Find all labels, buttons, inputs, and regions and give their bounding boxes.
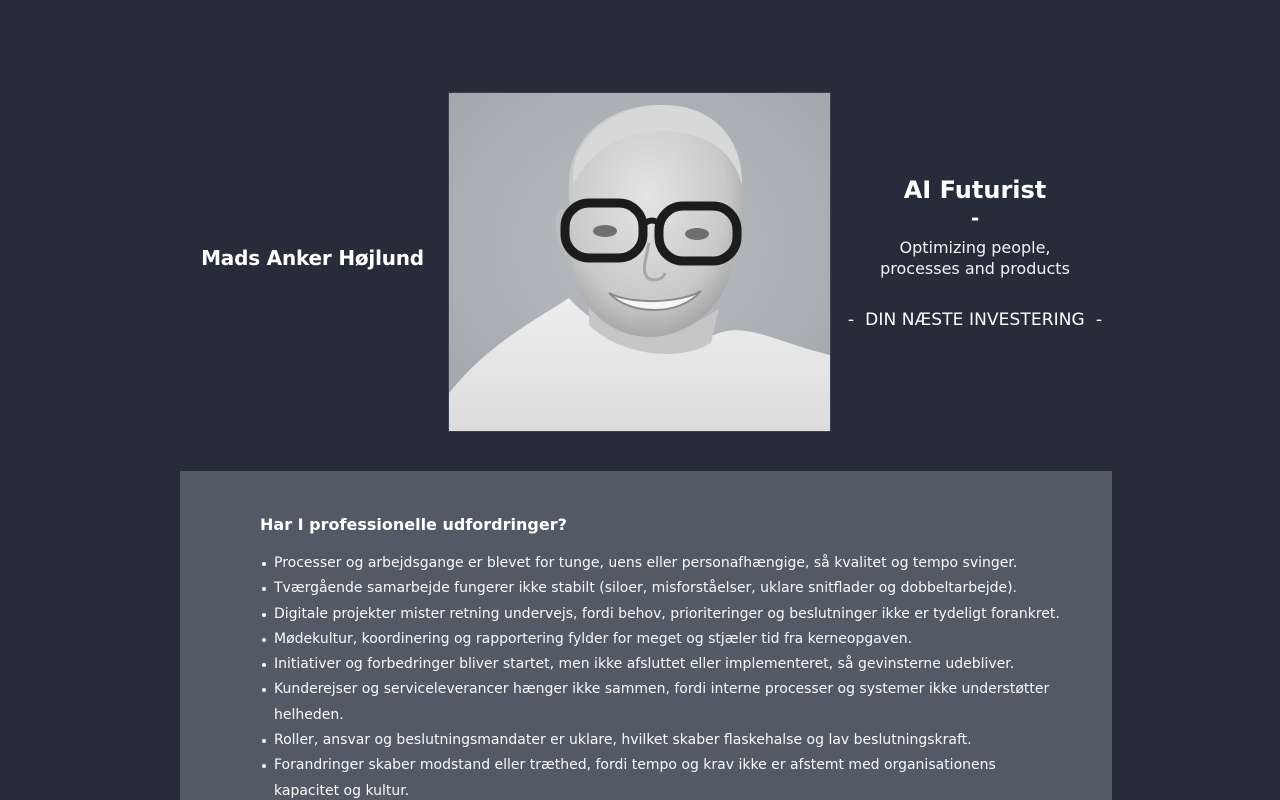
challenges-panel [180, 471, 1112, 800]
portrait-photo [449, 93, 830, 431]
list-item: Processer og arbejdsgange er blevet for tunge, uens eller personafhængige, så kvalitet og tempo svinger. [274, 551, 1060, 576]
tagline [845, 175, 1105, 331]
list-item: Forandringer skaber modstand eller træthed, fordi tempo og krav ikke er afstemt med organisationens kapacitet og kultur. [274, 753, 1060, 800]
list-item: Tværgående samarbejde fungerer ikke stabilt (siloer, misforståelser, uklare snitflader og dobbeltarbejde). [274, 576, 1060, 601]
title-separator: - [970, 206, 980, 230]
list-item: Roller, ansvar og beslutningsmandater er uklare, hvilket skaber flaskehalse og lav beslutningskraft. [274, 728, 1060, 753]
challenges-heading: Har I professionelle udfordringer? [260, 515, 567, 534]
subtitle-line-2: processes and products [880, 259, 1070, 278]
list-item: Digitale projekter mister retning undervejs, fordi behov, prioriteringer og beslutninger ikke er tydeligt forankret. [274, 602, 1060, 627]
list-item: Mødekultur, koordinering og rapportering fylder for meget og stjæler tid fra kerneopgaven. [274, 627, 1060, 652]
subtitle-line-1: Optimizing people, [899, 238, 1051, 257]
list-item: Initiativer og forbedringer bliver startet, men ikke afsluttet eller implementeret, så gevinsterne udebliver. [274, 652, 1060, 677]
challenges-list [260, 551, 1060, 800]
person-name: Mads Anker Højlund [201, 246, 424, 270]
investment-tagline: - DIN NÆSTE INVESTERING - [847, 310, 1103, 330]
list-item: Kunderejser og serviceleverancer hænger ikke sammen, fordi interne processer og systemer ikke understøtter helheden. [274, 677, 1060, 728]
role-title: AI Futurist [903, 176, 1047, 204]
challenges-content [260, 513, 1060, 800]
